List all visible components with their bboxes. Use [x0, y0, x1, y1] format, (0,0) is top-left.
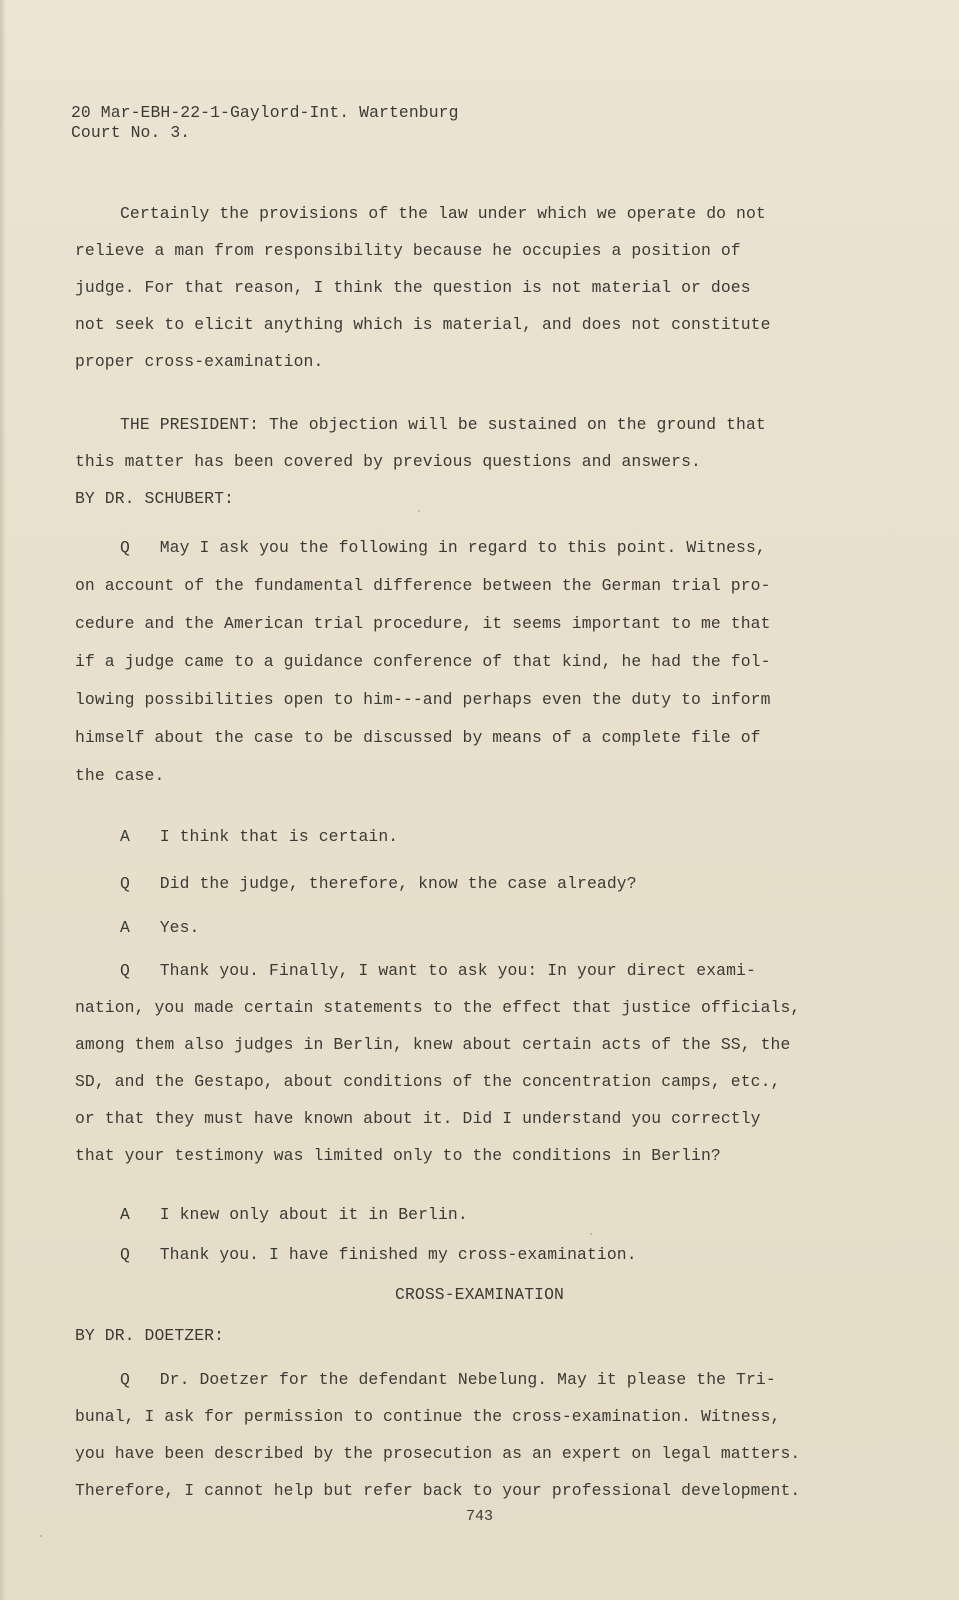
answer-line: A Yes. [120, 918, 200, 937]
text-line: on account of the fundamental difference between the German trial pro- [75, 576, 771, 595]
text-line: proper cross-examination. [75, 352, 324, 371]
text-line: judge. For that reason, I think the question is not material or does [75, 278, 751, 297]
section-heading: CROSS-EXAMINATION [395, 1285, 564, 1304]
question-line: Q Thank you. I have finished my cross-examination. [120, 1245, 637, 1264]
paper-speck [418, 510, 420, 512]
text-line: himself about the case to be discussed by means of a complete file of [75, 728, 761, 747]
page-number: 743 [465, 1508, 493, 1525]
text-line: THE PRESIDENT: The objection will be sustained on the ground that [120, 415, 766, 434]
header-line-2: Court No. 3. [71, 123, 191, 142]
text-line: if a judge came to a guidance conference of that kind, he had the fol- [75, 652, 771, 671]
paper-speck [40, 1535, 42, 1537]
text-line: this matter has been covered by previous questions and answers. [75, 452, 701, 471]
answer-line: A I knew only about it in Berlin. [120, 1205, 468, 1224]
answer-line: A I think that is certain. [120, 827, 399, 846]
question-line: Q Thank you. Finally, I want to ask you: In your direct exami- [120, 961, 756, 980]
text-line: not seek to elicit anything which is material, and does not constitute [75, 315, 771, 334]
question-line: Q Dr. Doetzer for the defendant Nebelung. May it please the Tri- [120, 1370, 776, 1389]
text-line: cedure and the American trial procedure, it seems important to me that [75, 614, 771, 633]
text-line: SD, and the Gestapo, about conditions of the concentration camps, etc., [75, 1072, 781, 1091]
text-line: Certainly the provisions of the law under which we operate do not [120, 204, 766, 223]
paper-speck [590, 1233, 592, 1235]
speaker-heading: BY DR. SCHUBERT: [75, 489, 234, 508]
text-line: bunal, I ask for permission to continue the cross-examination. Witness, [75, 1407, 781, 1426]
text-line: or that they must have known about it. Did I understand you correctly [75, 1109, 761, 1128]
text-line: Therefore, I cannot help but refer back to your professional development. [75, 1481, 801, 1500]
text-line: you have been described by the prosecution as an expert on legal matters. [75, 1444, 801, 1463]
question-line: Q May I ask you the following in regard to this point. Witness, [120, 538, 766, 557]
page-edge-shadow [0, 0, 6, 1600]
question-line: Q Did the judge, therefore, know the case already? [120, 874, 637, 893]
text-line: that your testimony was limited only to the conditions in Berlin? [75, 1146, 721, 1165]
text-line: relieve a man from responsibility because he occupies a position of [75, 241, 741, 260]
text-line: lowing possibilities open to him---and perhaps even the duty to inform [75, 690, 771, 709]
text-line: nation, you made certain statements to the effect that justice officials, [75, 998, 801, 1017]
text-line: among them also judges in Berlin, knew about certain acts of the SS, the [75, 1035, 791, 1054]
speaker-heading: BY DR. DOETZER: [75, 1326, 225, 1345]
text-line: the case. [75, 766, 165, 785]
header-line-1: 20 Mar-EBH-22-1-Gaylord-Int. Wartenburg [71, 103, 459, 122]
